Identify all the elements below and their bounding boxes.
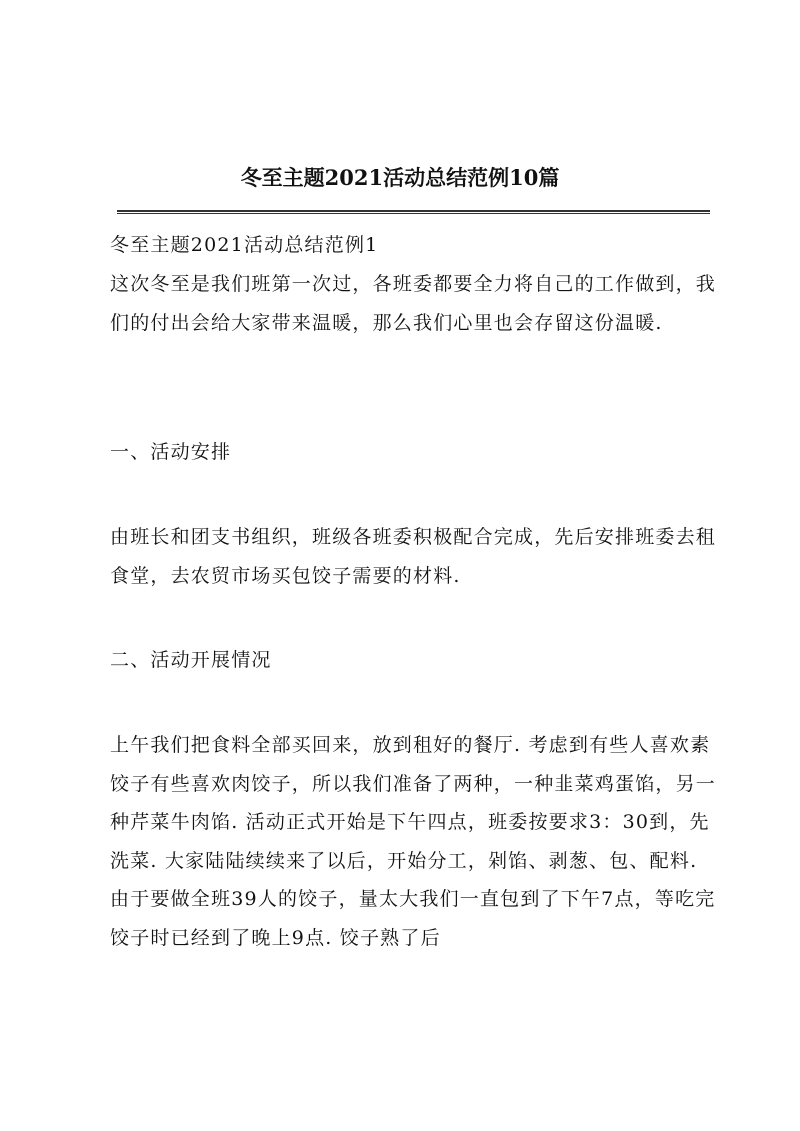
article-subtitle: 冬至主题2021活动总结范例1 [110,234,379,256]
section-heading-progress: 二、活动开展情况 [110,649,272,671]
intro-paragraph: 这次冬至是我们班第一次过，各班委都要全力将自己的工作做到，我们的付出会给大家带来温暖，那么我们心里也会存留这份温暖. [110,273,717,334]
section-heading-arrangement: 一、活动安排 [110,441,232,463]
section-paragraph-progress: 上午我们把食料全部买回来，放到租好的餐厅. 考虑到有些人喜欢素饺子有些喜欢肉饺子，所以我们准备了两种，一种韭菜鸡蛋馅，另一种芹菜牛肉馅. 活动正式开始是下午四点，班委按要求3：30到，先洗菜. 大家陆陆续续来了以后，开始分工，剁馅、剥葱、包、配料. 由于要做全班39人的饺子，量太大我们一直包到了下午7点，等吃完饺子时已经到了晚上9点. 饺子熟了后 [110,734,717,949]
document-title: 冬至主题2021活动总结范例10篇 [240,165,560,190]
section-paragraph-arrangement: 由班长和团支书组织，班级各班委积极配合完成，先后安排班委去租食堂，去农贸市场买包饺子需要的材料. [110,526,717,587]
title-divider [117,210,710,214]
